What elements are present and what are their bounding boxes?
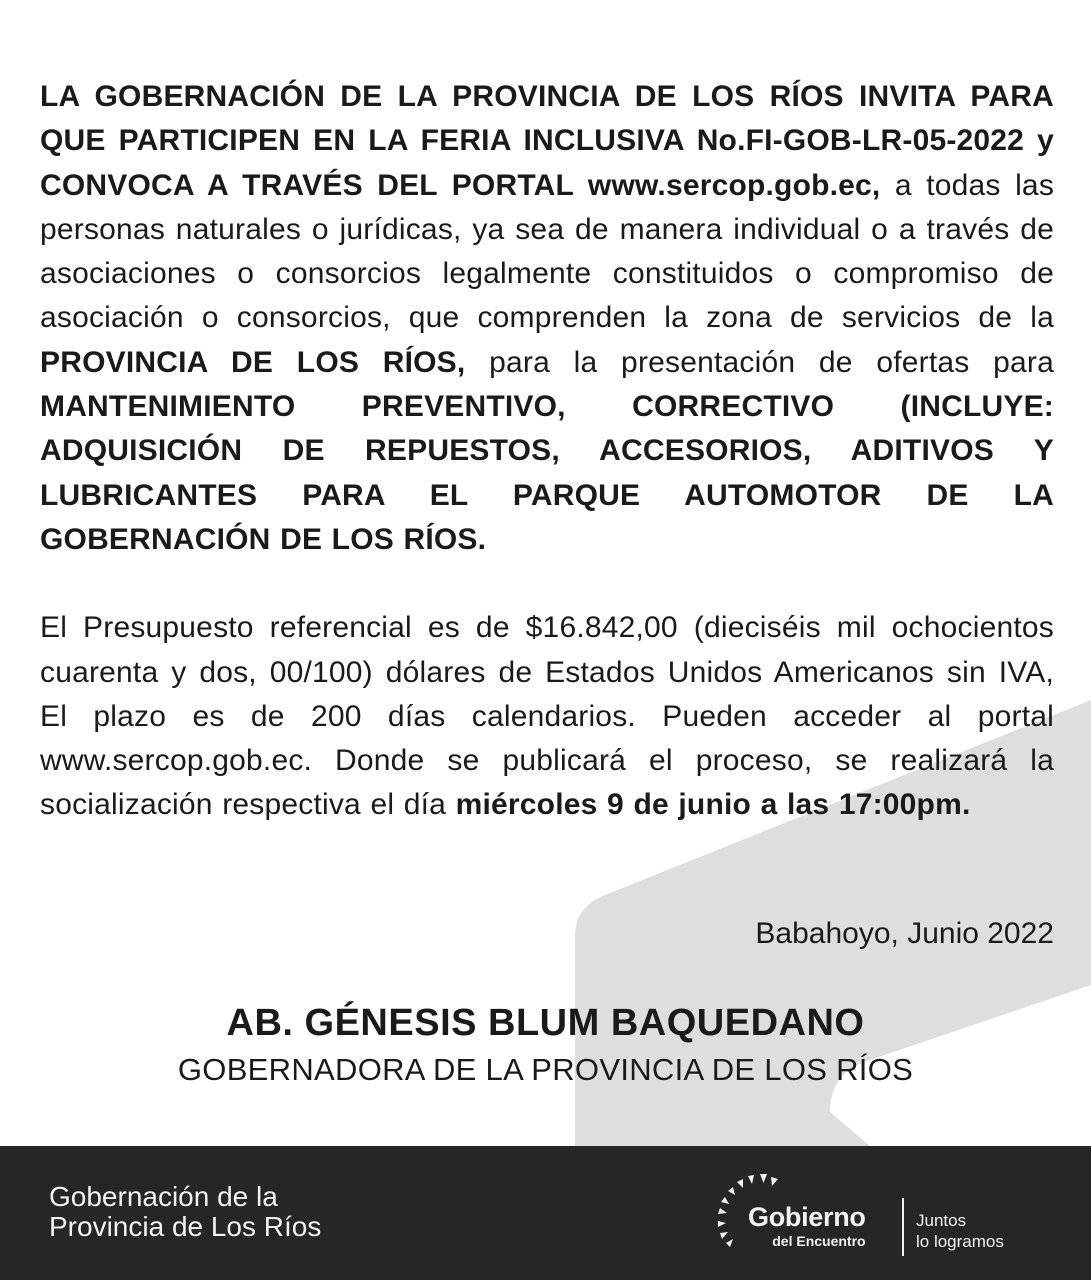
logo-main-text: Gobierno bbox=[748, 1202, 866, 1232]
logo-sub-text: del Encuentro bbox=[772, 1233, 866, 1249]
slogan-line1: Juntos bbox=[916, 1211, 967, 1230]
gobierno-logo bbox=[748, 1203, 866, 1249]
budget-paragraph bbox=[40, 606, 1054, 827]
socialization-date-bold: miércoles 9 de junio a las 17:00pm. bbox=[455, 788, 971, 822]
province-bold: PROVINCIA DE LOS RÍOS, bbox=[40, 345, 466, 379]
announcement-body bbox=[40, 75, 1054, 828]
logo-divider bbox=[902, 1198, 904, 1256]
service-description-bold: MANTENIMIENTO PREVENTIVO, CORRECTIVO (INCLUYE: ADQUISICIÓN DE REPUESTOS, ACCESORIOS, ADITIVOS Y LUBRICANTES PARA EL PARQUE AUTOMOTOR DE LA GOBERNACIÓN DE LOS RÍOS. bbox=[40, 390, 1054, 556]
invitation-paragraph bbox=[40, 75, 1054, 562]
slogan-line2: lo logramos bbox=[916, 1232, 1004, 1251]
signatory-name: AB. GÉNESIS BLUM BAQUEDANO bbox=[226, 1002, 865, 1044]
invitation-header-bold: LA GOBERNACIÓN DE LA PROVINCIA DE LOS RÍOS INVITA PARA QUE PARTICIPEN EN LA FERIA INCLUSIVA No.FI-GOB-LR-05-2022 y CONVOCA A TRAVÉS DEL PORTAL www.sercop.gob.ec, bbox=[40, 80, 1054, 202]
signatory-title: GOBERNADORA DE LA PROVINCIA DE LOS RÍOS bbox=[177, 1052, 914, 1087]
budget-text: El Presupuesto referencial es de $16.842,00 (dieciséis mil ochocientos cuarenta y dos, 00/100) dólares de Estados Unidos Americanos sin IVA, El plazo es de 200 días calendarios. Pueden acceder al portal www.sercop.gob.ec. Donde se publicará el proceso, se realizará la socialización respectiva el día bbox=[40, 611, 1054, 822]
footer-org-line2: Provincia de Los Ríos bbox=[49, 1211, 322, 1242]
place-date: Babahoyo, Junio 2022 bbox=[755, 917, 1054, 950]
footer-organization bbox=[49, 1182, 321, 1242]
slogan bbox=[916, 1210, 1004, 1252]
offers-text: para la presentación de ofertas para bbox=[465, 345, 1054, 379]
footer-org-line1: Gobernación de la bbox=[49, 1181, 278, 1212]
footer-bar bbox=[0, 1146, 1091, 1280]
invitation-text: a todas las personas naturales o jurídicas, ya sea de manera individual o a través de asociaciones o consorcios legalmente constituidos o compromiso de asociación o consorcios, que comprenden la zona de servicios de la bbox=[40, 168, 1055, 335]
